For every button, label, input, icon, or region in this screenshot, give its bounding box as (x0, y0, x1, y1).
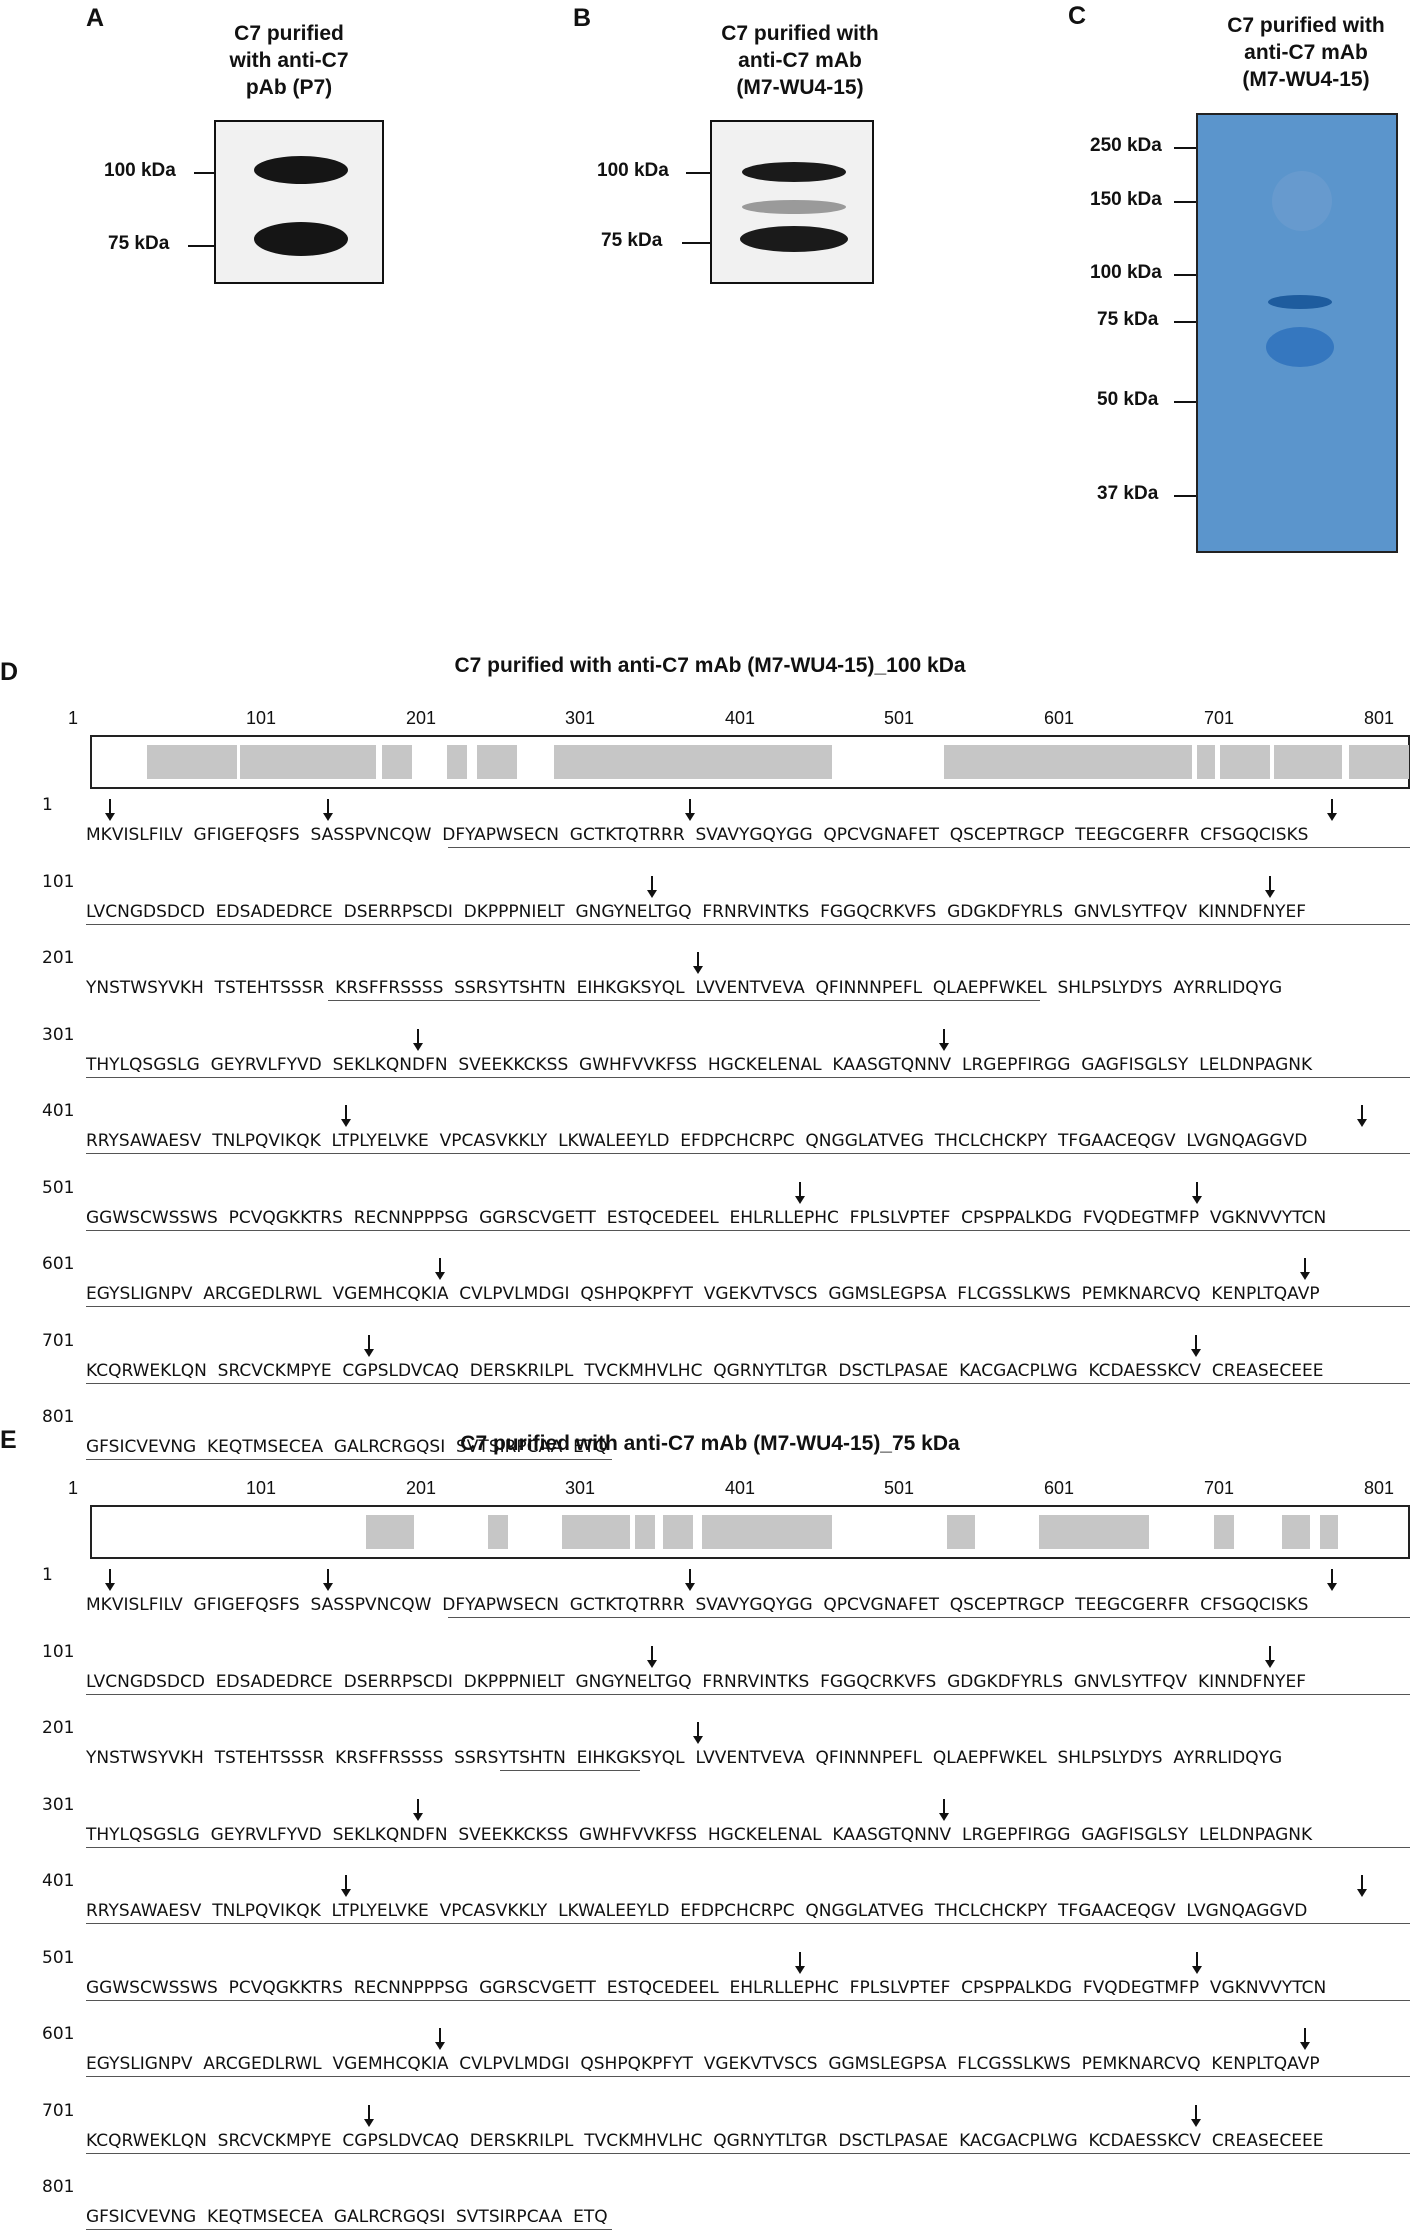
gel-smear-high (1272, 171, 1332, 231)
coverage-segment (554, 745, 832, 779)
coverage-segment (477, 745, 517, 779)
coverage-segment (1039, 1515, 1149, 1549)
marker-label: 100 kDa (104, 160, 176, 181)
ruler-tick-label: 501 (884, 708, 915, 728)
sequence-line: MKVISLFILV GFIGEFQSFS SASSPVNCQW DFYAPWSECN GCTKTQTRRR SVAVYGQYGG QPCVGNAFET QSCEPTRGCP TEEGCGERFR CFSGQCISKS (86, 825, 1309, 845)
coverage-segment (1320, 1515, 1338, 1549)
gel-band-100kda (1268, 295, 1332, 309)
coverage-map (90, 735, 1410, 789)
sequence-line-number: 801 (42, 1407, 75, 1427)
sequence-underline (86, 1077, 1410, 1078)
sequence-underline (328, 1000, 1040, 1001)
coverage-segment (1274, 745, 1342, 779)
blot-band-75kda (740, 226, 848, 252)
sequence-line-number: 1 (42, 795, 53, 815)
marker-tick (1174, 201, 1196, 203)
panel-c-label: C (1068, 2, 1087, 30)
sequence-underline (448, 1617, 1410, 1618)
sequence-underline (86, 924, 1410, 925)
marker-tick (682, 242, 710, 244)
marker-label: 100 kDa (597, 160, 669, 181)
ruler-tick-label: 701 (1204, 708, 1235, 728)
sequence-line-number: 701 (42, 2100, 75, 2121)
coverage-segment (944, 745, 1192, 779)
coverage-segment (1349, 745, 1409, 779)
marker-tick (1174, 495, 1196, 497)
panel-b-title: C7 purified with anti-C7 mAb (M7-WU4-15) (721, 22, 879, 99)
sequence-line-number: 201 (42, 1718, 75, 1738)
sequence-underline (86, 2000, 1410, 2001)
blot-band-100kda (742, 162, 846, 182)
marker-tick (194, 172, 214, 174)
sequence-line-number: 401 (42, 1101, 75, 1121)
sequence-line: YNSTWSYVKH TSTEHTSSSR KRSFFRSSSS SSRSYTSHTN EIHKGKSYQL LVVENTVEVA QFINNNPEFL QLAEPFWKEL SHLPSLYDYS AYRRLIDQYG (86, 1748, 1283, 1768)
panel-b-label: B (573, 4, 592, 32)
sequence-underline (86, 1383, 1410, 1384)
marker-label: 100 kDa (1090, 262, 1162, 283)
sequence-line: YNSTWSYVKH TSTEHTSSSR KRSFFRSSSS SSRSYTSHTN EIHKGKSYQL LVVENTVEVA QFINNNPEFL QLAEPFWKEL SHLPSLYDYS AYRRLIDQYG (86, 978, 1283, 998)
sequence-line-number: 301 (42, 1794, 75, 1815)
sequence-line: KCQRWEKLQN SRCVCKMPYE CGPSLDVCAQ DERSKRILPL TVCKMHVLHC QGRNYTLTGR DSCTLPASAE KACGACPLWG KCDAESSKCV CREASECEEE (86, 1360, 1324, 1381)
coverage-segment (447, 745, 467, 779)
panel-e-label: E (0, 1426, 17, 1454)
sequence-line: THYLQSGSLG GEYRVLFYVD SEKLKQNDFN SVEEKKCKSS GWHFVVKFSS HGCKELENAL KAASGTQNNV LRGEPFIRGG GAGFISGLSY LELDNPAGNK (86, 1824, 1313, 1845)
ruler-tick-label: 201 (406, 708, 437, 728)
marker-label: 150 kDa (1090, 189, 1162, 210)
blot-band-faint (742, 200, 846, 214)
sequence-underline (86, 1306, 1410, 1307)
sequence-line: THYLQSGSLG GEYRVLFYVD SEKLKQNDFN SVEEKKCKSS GWHFVVKFSS HGCKELENAL KAASGTQNNV LRGEPFIRGG GAGFISGLSY LELDNPAGNK (86, 1054, 1313, 1075)
sequence-underline (86, 1923, 1410, 1924)
sequence-line: EGYSLIGNPV ARCGEDLRWL VGEMHCQKIA CVLPVLMDGI QSHPQKPFYT VGEKVTVSCS GGMSLEGPSA FLCGSSLKWS PEMKNARCVQ KENPLTQAVP (86, 2054, 1320, 2074)
panel-c-title: C7 purified with anti-C7 mAb (M7-WU4-15) (1227, 14, 1385, 91)
ruler-tick-label: 601 (1044, 708, 1075, 728)
sequence-line: RRYSAWAESV TNLPQVIKQK LTPLYELVKE VPCASVKKLY LKWALEEYLD EFDPCHCRPC QNGGLATVEG THCLCHCKPY TFGAACEQGV LVGNQAGGVD (86, 1131, 1308, 1151)
coverage-segment (947, 1515, 975, 1549)
sequence-line: GGWSCWSSWS PCVQGKKTRS RECNNPPPSG GGRSCVGETT ESTQCEDEEL EHLRLLEPHC FPLSLVPTEF CPSPPALKDG FVQDEGTMFP VGKNVVYTCN (86, 1207, 1327, 1228)
ruler-tick-label: 1 (68, 1478, 79, 1498)
sequence-line-number: 301 (42, 1024, 75, 1045)
coverage-segment (1214, 1515, 1234, 1549)
sequence-line-number: 601 (42, 2024, 75, 2044)
sequence-underline (500, 1770, 640, 1771)
coverage-segment (562, 1515, 630, 1549)
sequence-line-number: 101 (42, 1641, 75, 1662)
marker-tick (1174, 274, 1196, 276)
sequence-underline (86, 1847, 1410, 1848)
marker-tick (686, 172, 710, 174)
sequence-line: EGYSLIGNPV ARCGEDLRWL VGEMHCQKIA CVLPVLMDGI QSHPQKPFYT VGEKVTVSCS GGMSLEGPSA FLCGSSLKWS PEMKNARCVQ KENPLTQAVP (86, 1284, 1320, 1304)
ruler-tick-label: 301 (565, 708, 596, 728)
coverage-segment (366, 1515, 414, 1549)
sequence-line-number: 501 (42, 1177, 75, 1198)
panel-a-title: C7 purified with anti-C7 pAb (P7) (229, 22, 349, 99)
sequence-line: MKVISLFILV GFIGEFQSFS SASSPVNCQW DFYAPWSECN GCTKTQTRRR SVAVYGQYGG QPCVGNAFET QSCEPTRGCP TEEGCGERFR CFSGQCISKS (86, 1595, 1309, 1615)
sequence-underline (86, 2153, 1410, 2154)
sequence-line-number: 1 (42, 1565, 53, 1585)
ruler-tick-label: 1 (68, 708, 79, 728)
ruler-tick-label: 201 (406, 1478, 437, 1498)
sequence-underline (86, 2076, 1410, 2077)
ruler-tick-label: 801 (1364, 1478, 1395, 1498)
coverage-map (90, 1505, 1410, 1559)
ruler-tick-label: 101 (246, 1478, 277, 1498)
western-blot-a (214, 120, 384, 284)
ruler-tick-label: 401 (725, 708, 756, 728)
coverage-segment (1282, 1515, 1310, 1549)
marker-label: 75 kDa (601, 230, 663, 251)
sequence-line: GGWSCWSSWS PCVQGKKTRS RECNNPPPSG GGRSCVGETT ESTQCEDEEL EHLRLLEPHC FPLSLVPTEF CPSPPALKDG FVQDEGTMFP VGKNVVYTCN (86, 1977, 1327, 1998)
ruler-tick-label: 301 (565, 1478, 596, 1498)
sequence-underline (86, 1459, 612, 1460)
marker-label: 75 kDa (1097, 309, 1159, 330)
marker-tick (188, 245, 214, 247)
panel-d-label: D (0, 658, 19, 686)
panel-e-title: C7 purified with anti-C7 mAb (M7-WU4-15)_75 kDa (460, 1432, 960, 1455)
blot-band-100kda (254, 156, 348, 184)
blot-band-75kda (254, 222, 348, 256)
ruler-tick-label: 601 (1044, 1478, 1075, 1498)
sequence-line-number: 701 (42, 1330, 75, 1351)
coomassie-gel (1196, 113, 1398, 553)
sequence-line-number: 801 (42, 2177, 75, 2197)
sequence-line: LVCNGDSDCD EDSADEDRCE DSERRPSCDI DKPPPNIELT GNGYNELTGQ FRNRVINTKS FGGQCRKVFS GDGKDFYRLS GNVLSYTFQV KINNDFNYEF (86, 901, 1307, 922)
coverage-segment (663, 1515, 693, 1549)
coverage-segment (147, 745, 237, 779)
sequence-line: GFSICVEVNG KEQTMSECEA GALRCRGQSI SVTSIRPCAA ETQ (86, 1437, 608, 1457)
marker-tick (1174, 321, 1196, 323)
sequence-line: RRYSAWAESV TNLPQVIKQK LTPLYELVKE VPCASVKKLY LKWALEEYLD EFDPCHCRPC QNGGLATVEG THCLCHCKPY TFGAACEQGV LVGNQAGGVD (86, 1901, 1308, 1921)
panel-a-label: A (86, 4, 105, 32)
sequence-line: GFSICVEVNG KEQTMSECEA GALRCRGQSI SVTSIRPCAA ETQ (86, 2207, 608, 2227)
sequence-underline (448, 847, 1410, 848)
gel-band-75kda (1266, 327, 1334, 367)
panel-d-title: C7 purified with anti-C7 mAb (M7-WU4-15)_100 kDa (454, 654, 966, 677)
coverage-segment (1220, 745, 1270, 779)
coverage-segment (635, 1515, 655, 1549)
ruler-tick-label: 701 (1204, 1478, 1235, 1498)
marker-label: 75 kDa (108, 233, 170, 254)
sequence-line-number: 601 (42, 1254, 75, 1274)
sequence-line: KCQRWEKLQN SRCVCKMPYE CGPSLDVCAQ DERSKRILPL TVCKMHVLHC QGRNYTLTGR DSCTLPASAE KACGACPLWG KCDAESSKCV CREASECEEE (86, 2130, 1324, 2151)
ruler-tick-label: 501 (884, 1478, 915, 1498)
western-blot-b (710, 120, 874, 284)
coverage-segment (382, 745, 412, 779)
marker-label: 37 kDa (1097, 483, 1159, 504)
ruler-tick-label: 101 (246, 708, 277, 728)
sequence-line: LVCNGDSDCD EDSADEDRCE DSERRPSCDI DKPPPNIELT GNGYNELTGQ FRNRVINTKS FGGQCRKVFS GDGKDFYRLS GNVLSYTFQV KINNDFNYEF (86, 1671, 1307, 1692)
sequence-underline (86, 1153, 1410, 1154)
marker-tick (1174, 401, 1196, 403)
coverage-segment (1197, 745, 1215, 779)
sequence-line-number: 101 (42, 871, 75, 892)
sequence-line-number: 401 (42, 1871, 75, 1891)
sequence-line-number: 201 (42, 948, 75, 968)
marker-tick (1174, 147, 1196, 149)
sequence-underline (86, 1230, 1410, 1231)
coverage-segment (488, 1515, 508, 1549)
coverage-segment (240, 745, 376, 779)
coverage-segment (702, 1515, 832, 1549)
ruler-tick-label: 401 (725, 1478, 756, 1498)
ruler-tick-label: 801 (1364, 708, 1395, 728)
sequence-underline (86, 1694, 1410, 1695)
sequence-line-number: 501 (42, 1947, 75, 1968)
marker-label: 250 kDa (1090, 135, 1162, 156)
marker-label: 50 kDa (1097, 389, 1159, 410)
